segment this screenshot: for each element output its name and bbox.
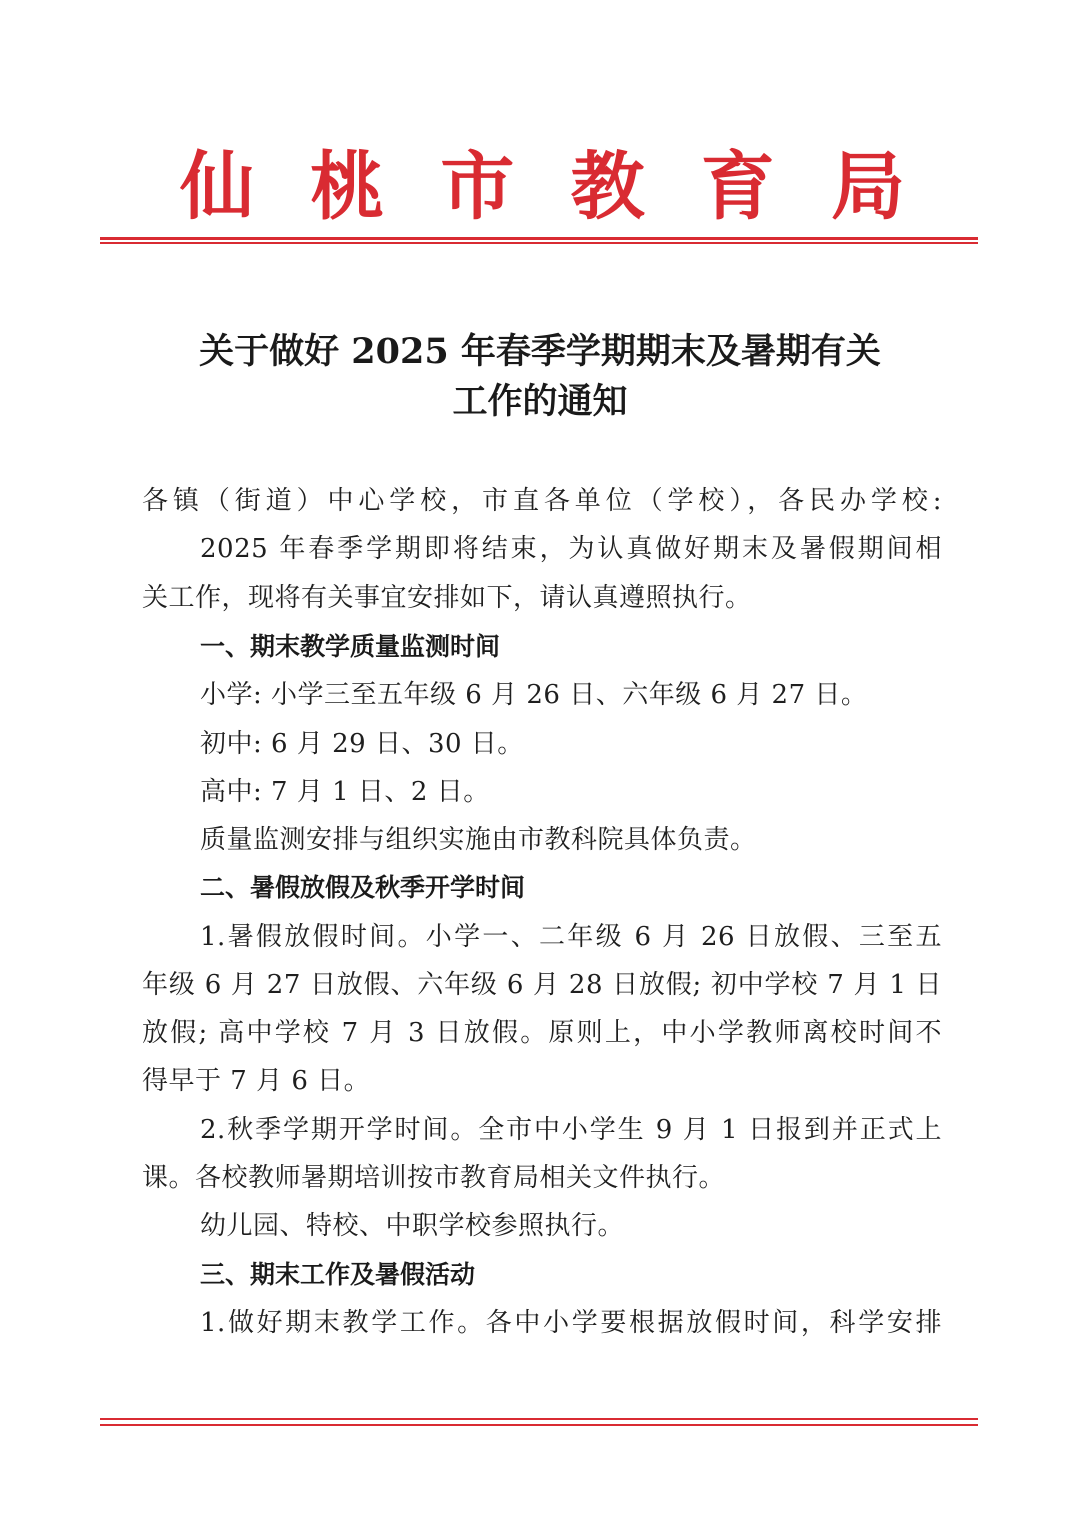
- intro-line-1: 2025 年春季学期即将结束，为认真做好期末及暑假期间相: [200, 534, 942, 564]
- letterhead-char: 市: [440, 144, 515, 230]
- letterhead-char: 桃: [310, 144, 385, 230]
- section-1-primary: 小学: 小学三至五年级 6 月 26 日、六年级 6 月 27 日。: [200, 680, 868, 710]
- section-2-heading: 二、暑假放假及秋季开学时间: [200, 873, 526, 902]
- section-1-senior: 高中: 7 月 1 日、2 日。: [200, 777, 490, 807]
- letterhead-divider-secondary: [100, 242, 978, 244]
- letterhead-char: 仙: [180, 144, 254, 230]
- salutation: 各镇（街道）中心学校，市直各单位（学校），各民办学校:: [142, 486, 942, 516]
- intro-line-2: 关工作，现将有关事宜安排如下，请认真遵照执行。: [142, 583, 752, 613]
- footer-divider-top: [100, 1418, 978, 1420]
- section-2-item-1-line-4: 得早于 7 月 6 日。: [142, 1066, 371, 1096]
- section-2-item-2-line-2: 课。各校教师暑期培训按市教育局相关文件执行。: [142, 1163, 726, 1193]
- footer-divider-bottom: [100, 1424, 978, 1426]
- section-1-note: 质量监测安排与组织实施由市教科院具体负责。: [200, 825, 757, 855]
- letterhead-char: 育: [700, 144, 775, 230]
- letterhead-char: 教: [570, 144, 645, 230]
- section-2-item-1-line-2: 年级 6 月 27 日放假、六年级 6 月 28 日放假; 初中学校 7 月 1 日: [142, 970, 942, 1000]
- section-2-item-2-line-1: 2.秋季学期开学时间。全市中小学生 9 月 1 日报到并正式上: [200, 1115, 942, 1145]
- section-1-heading: 一、期末教学质量监测时间: [200, 632, 501, 661]
- letterhead: [180, 145, 905, 230]
- document-title-line-2: 工作的通知: [452, 381, 628, 422]
- letterhead-char: 局: [830, 144, 905, 230]
- section-2-note: 幼儿园、特校、中职学校参照执行。: [200, 1211, 625, 1241]
- section-3-heading: 三、期末工作及暑假活动: [200, 1260, 476, 1289]
- letterhead-divider: [100, 237, 978, 240]
- section-3-item-1-line-1: 1.做好期末教学工作。各中小学要根据放假时间，科学安排: [200, 1308, 942, 1338]
- section-1-junior: 初中: 6 月 29 日、30 日。: [200, 729, 524, 759]
- section-2-item-1-line-1: 1.暑假放假时间。小学一、二年级 6 月 26 日放假、三至五: [200, 922, 942, 952]
- section-2-item-1-line-3: 放假; 高中学校 7 月 3 日放假。原则上，中小学教师离校时间不: [142, 1018, 942, 1048]
- document-title-line-1: 关于做好 2025 年春季学期期末及暑期有关: [199, 331, 881, 372]
